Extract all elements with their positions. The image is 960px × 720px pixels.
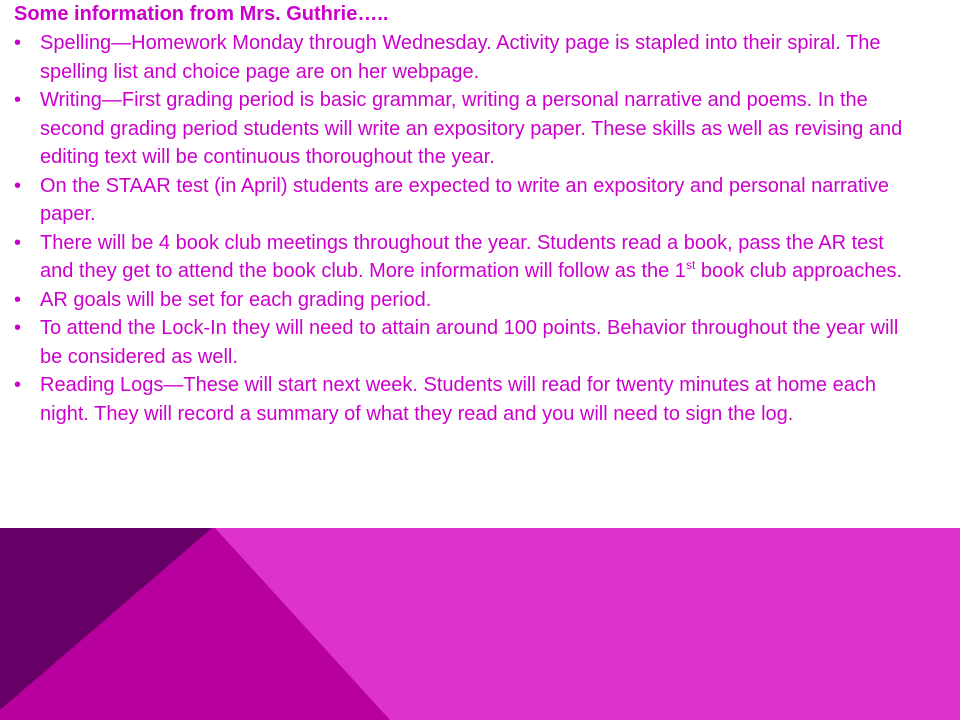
- list-item-text: Writing—First grading period is basic grammar, writing a personal narrative and poems. In the second grading period students will write an expository paper. These skills as well as revising and editing text will be continuous thoroughout the year.: [40, 89, 903, 168]
- list-item-ar-goals: [14, 286, 914, 315]
- bullet-list: [14, 29, 914, 428]
- list-item-text-after: book club approaches.: [695, 260, 903, 282]
- slide-content: [14, 0, 914, 428]
- list-item-text: Spelling—Homework Monday through Wednesday. Activity page is stapled into their spiral. The spelling list and choice page are on her webpage.: [40, 32, 881, 83]
- bullet-icon: •: [14, 89, 22, 111]
- list-item-reading-logs: [14, 371, 914, 428]
- list-item-text: To attend the Lock-In they will need to attain around 100 points. Behavior throughout the year will be considered as well.: [40, 317, 899, 368]
- list-item-writing: [14, 86, 914, 172]
- bullet-icon: •: [14, 174, 22, 197]
- list-item-text: AR goals will be set for each grading period.: [40, 288, 432, 311]
- list-item-text: On the STAAR test (in April) students are expected to write an expository and personal narrative paper.: [40, 174, 889, 225]
- footer-shapes: [0, 528, 960, 720]
- list-item-book-club: [14, 229, 914, 286]
- list-item-staar: [14, 172, 914, 229]
- list-item-text-before: There will be 4 book club meetings throughout the year. Students read a book, pass the AR test and they get to attend the book club. More information will follow as the 1: [40, 231, 884, 282]
- bullet-icon: •: [14, 288, 22, 311]
- bullet-icon: •: [14, 317, 22, 339]
- bullet-icon: •: [14, 32, 22, 54]
- bullet-icon: •: [14, 231, 22, 254]
- decorative-footer-band: [0, 528, 960, 720]
- bullet-icon: •: [14, 374, 22, 396]
- list-item-lock-in: [14, 314, 914, 371]
- ordinal-superscript: st: [685, 258, 696, 272]
- list-item-text: Reading Logs—These will start next week. Students will read for twenty minutes at home each night. They will record a summary of what they read and you will need to sign the log.: [40, 374, 876, 425]
- list-item-spelling: [14, 29, 914, 86]
- list-item-text: [40, 232, 902, 283]
- slide-title: Some information from Mrs. Guthrie…..: [14, 3, 389, 25]
